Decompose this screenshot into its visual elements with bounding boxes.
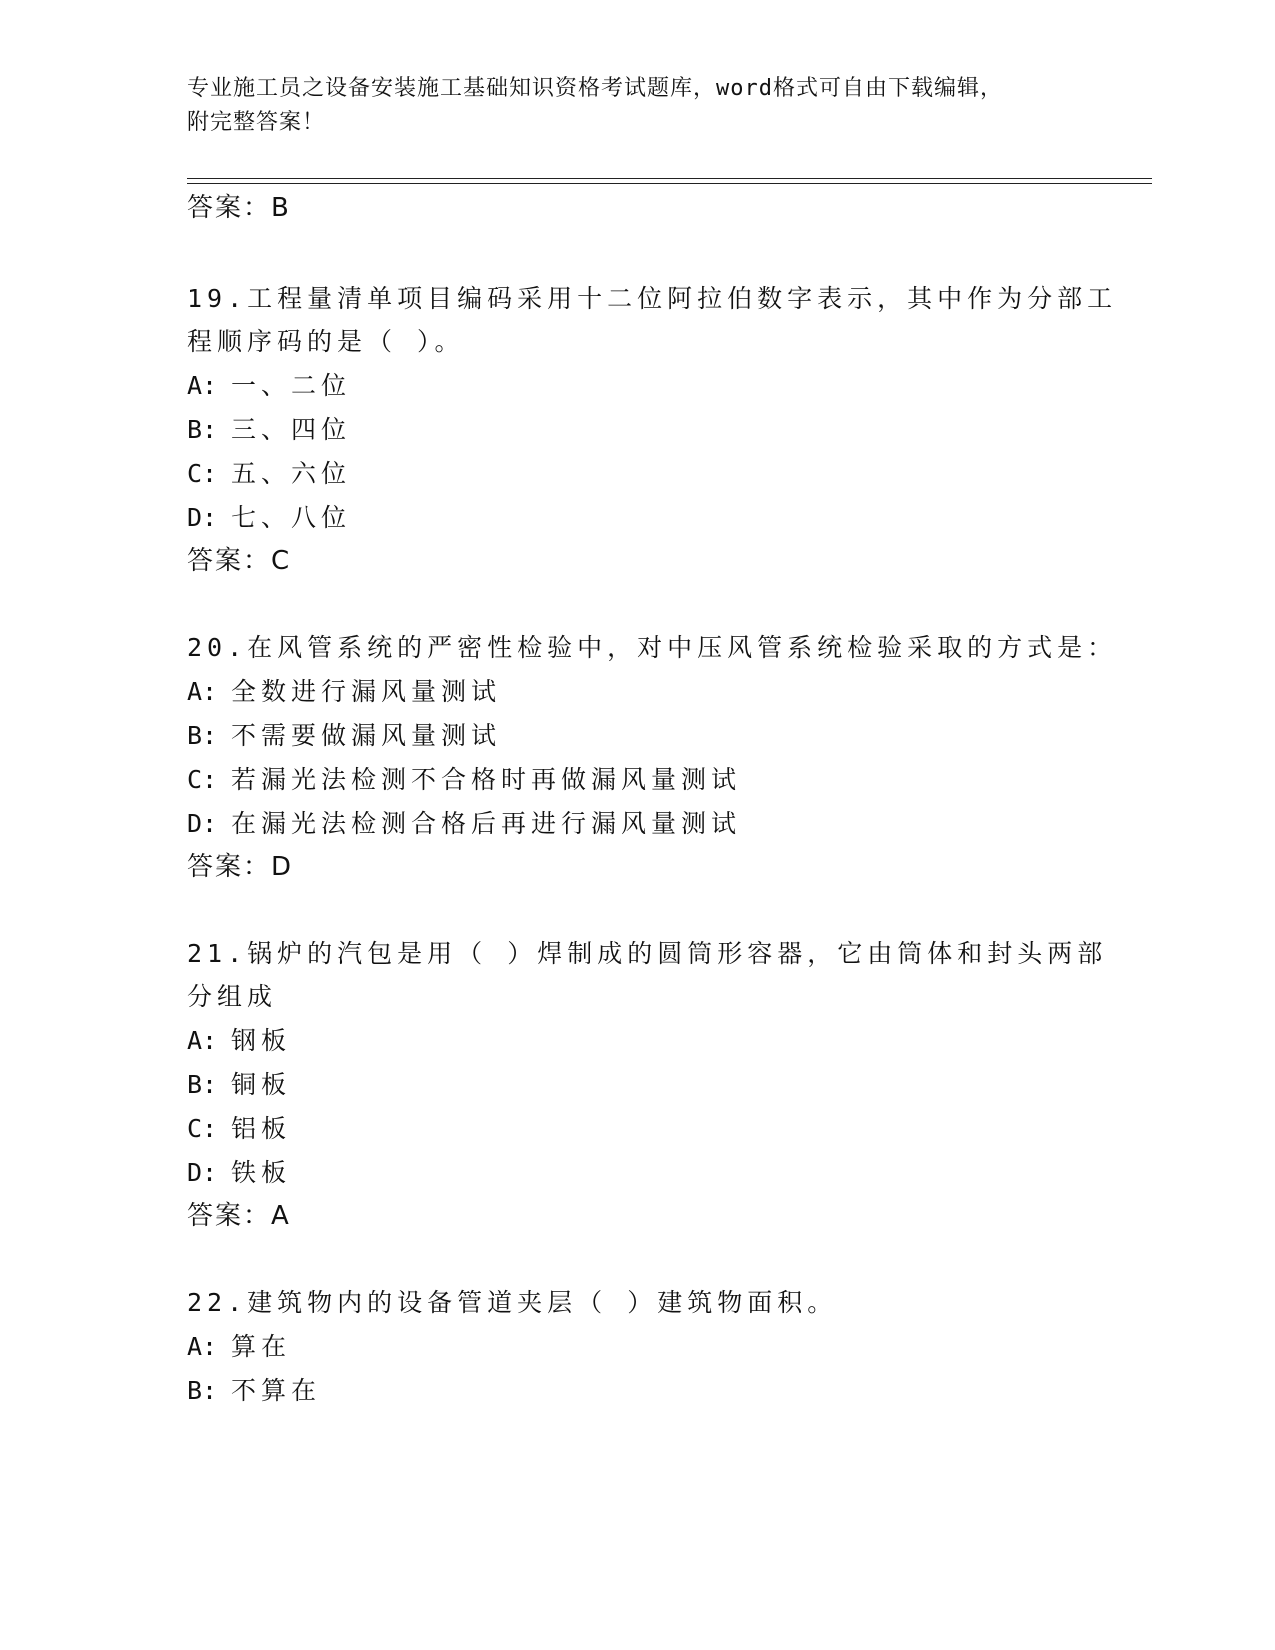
q21-option-a [187, 1023, 291, 1059]
option-text: 铁板 [231, 1158, 292, 1187]
option-text: 若漏光法检测不合格时再做漏风量测试 [231, 765, 742, 794]
q20-option-c [187, 762, 741, 798]
option-text: 一、二位 [231, 371, 352, 400]
q19-answer: 答案：C [187, 546, 292, 576]
option-text: 铜板 [231, 1070, 292, 1099]
q21-answer: 答案：A [187, 1201, 291, 1231]
option-letter: A: [187, 677, 218, 706]
q19-option-d [187, 500, 351, 536]
option-text: 不需要做漏风量测试 [231, 721, 502, 750]
option-letter: B: [187, 1376, 218, 1405]
q19-stem-line-1: 19.工程量清单项目编码采用十二位阿拉伯数字表示，其中作为分部工 [187, 284, 1118, 313]
q21-stem-line-2: 分组成 [187, 982, 278, 1011]
option-text: 五、六位 [231, 459, 352, 488]
q22-option-b [187, 1373, 321, 1409]
option-text: 七、八位 [231, 503, 352, 532]
header-line-1: 专业施工员之设备安装施工基础知识资格考试题库，word格式可自由下载编辑， [187, 76, 1003, 101]
document-header [187, 72, 1067, 140]
q22-option-a [187, 1329, 291, 1365]
option-letter: A: [187, 1026, 218, 1055]
option-text: 在漏光法检测合格后再进行漏风量测试 [231, 809, 742, 838]
option-letter: C: [187, 765, 218, 794]
q19-stem-line-2: 程顺序码的是（ ）。 [187, 327, 465, 356]
header-divider-bottom [187, 183, 1152, 184]
option-letter: A: [187, 371, 218, 400]
option-letter: C: [187, 459, 218, 488]
q19-option-b [187, 412, 351, 448]
option-text: 钢板 [231, 1026, 292, 1055]
option-letter: C: [187, 1114, 218, 1143]
q20-option-a [187, 674, 501, 710]
option-text: 三、四位 [231, 415, 352, 444]
q21-option-d [187, 1155, 291, 1191]
answer-prev: 答案：B [187, 193, 291, 223]
option-letter: B: [187, 1070, 218, 1099]
option-text: 铝板 [231, 1114, 292, 1143]
q20-stem-line-1: 20.在风管系统的严密性检验中，对中压风管系统检验采取的方式是： [187, 633, 1118, 662]
option-letter: D: [187, 809, 218, 838]
q22-stem-line-1: 22.建筑物内的设备管道夹层（ ）建筑物面积。 [187, 1288, 838, 1317]
q19-option-a [187, 368, 351, 404]
option-letter: D: [187, 503, 218, 532]
option-letter: B: [187, 415, 218, 444]
option-letter: B: [187, 721, 218, 750]
option-text: 全数进行漏风量测试 [231, 677, 502, 706]
q21-option-c [187, 1111, 291, 1147]
option-text: 算在 [231, 1332, 292, 1361]
q21-option-b [187, 1067, 291, 1103]
option-text: 不算在 [231, 1376, 322, 1405]
q20-option-b [187, 718, 501, 754]
option-letter: A: [187, 1332, 218, 1361]
header-line-2: 附完整答案！ [187, 110, 326, 135]
q20-answer: 答案：D [187, 852, 294, 882]
option-letter: D: [187, 1158, 218, 1187]
q20-option-d [187, 806, 741, 842]
q21-stem-line-1: 21.锅炉的汽包是用（ ）焊制成的圆筒形容器，它由筒体和封头两部 [187, 939, 1108, 968]
q19-option-c [187, 456, 351, 492]
header-divider-top [187, 178, 1152, 179]
